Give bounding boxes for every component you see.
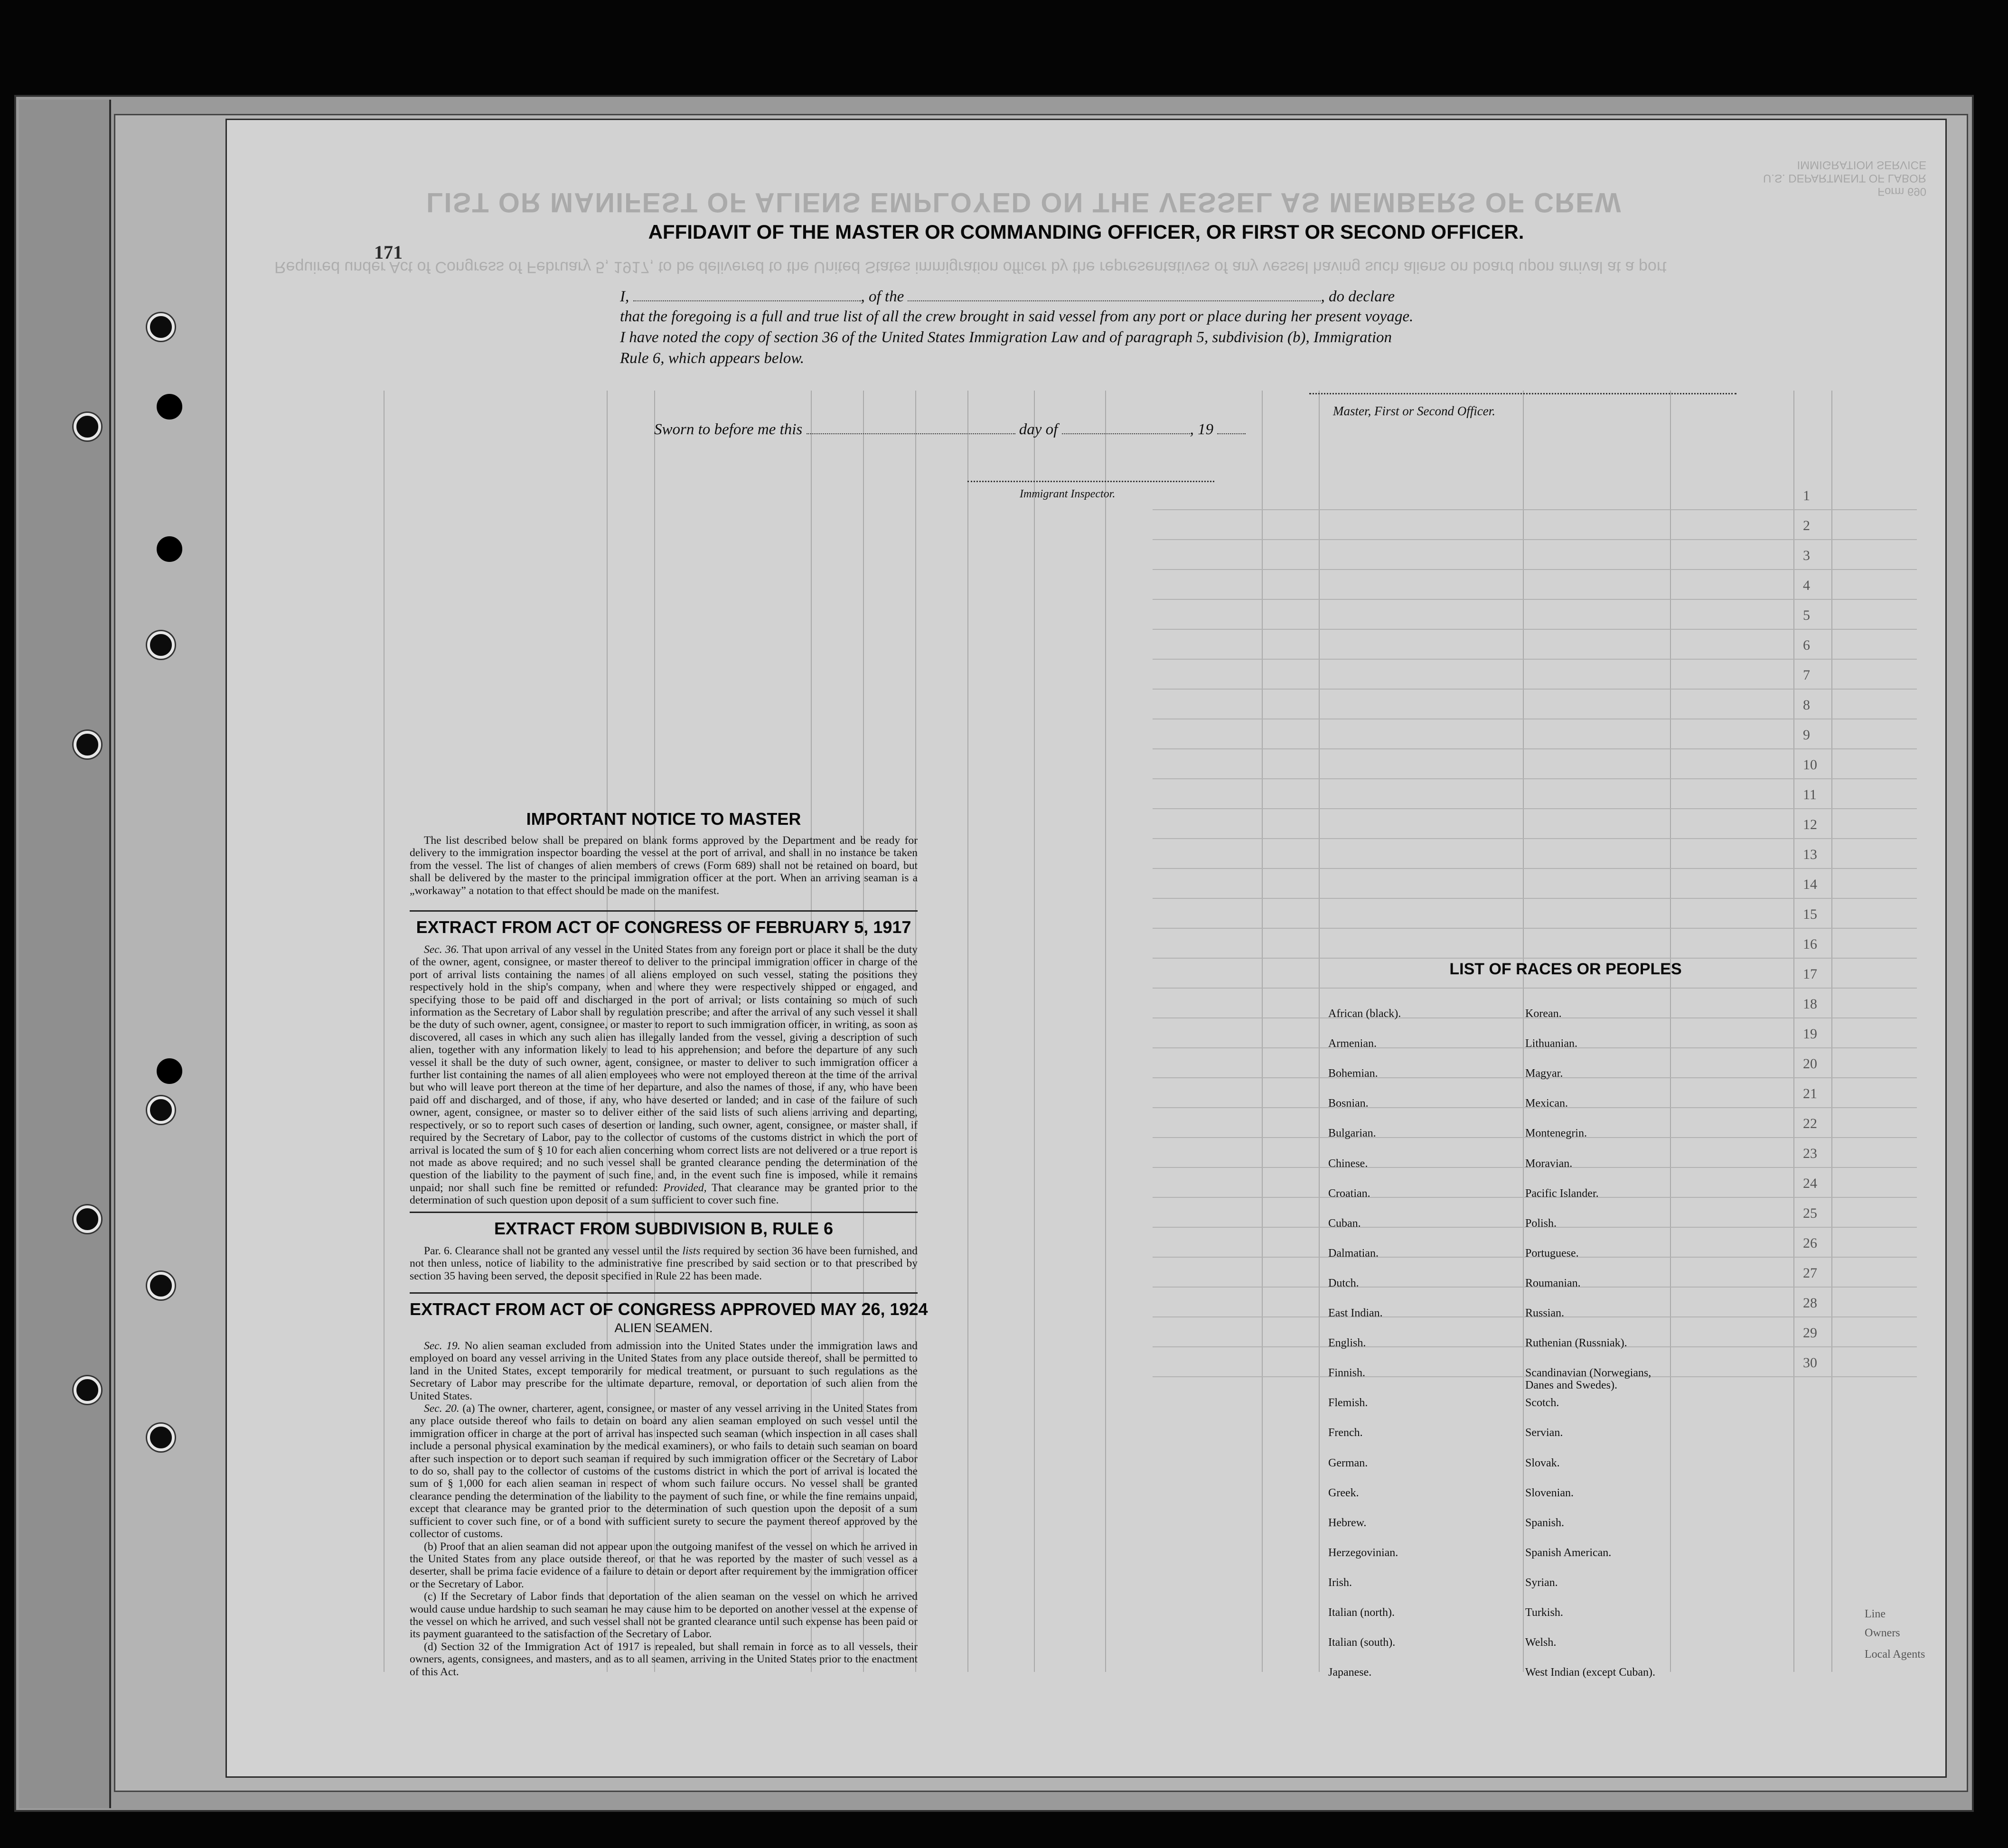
ghost-department-label: Form 690 U.S. DEPARTMENT OF LABOR IMMIGRATION SERVICE xyxy=(1763,159,1926,198)
grid-row-line xyxy=(1153,689,1917,690)
race-item: Mexican. xyxy=(1525,1097,1568,1110)
line-number: 7 xyxy=(1803,667,1810,683)
rule6-text-a: Par. 6. Clearance shall not be granted any vessel until the xyxy=(424,1245,680,1257)
line-number: 13 xyxy=(1803,847,1817,862)
race-item: Syrian. xyxy=(1525,1576,1558,1589)
master-signature-label: Master, First or Second Officer. xyxy=(1333,404,1495,418)
extract-1924-title: EXTRACT FROM ACT OF CONGRESS APPROVED MAY 26, 1924 xyxy=(410,1299,928,1319)
sworn-day-field[interactable] xyxy=(807,420,1015,434)
race-item: Herzegovinian. xyxy=(1328,1546,1398,1559)
inspector-signature-line[interactable] xyxy=(967,481,1214,482)
sec-36-end: That clearance may be granted prior to the determination of such question upon deposit of a sum sufficient to cover such fine. xyxy=(410,1181,918,1207)
race-item: Montenegrin. xyxy=(1525,1127,1587,1140)
line-number: 8 xyxy=(1803,697,1810,713)
grid-row-line xyxy=(1153,868,1917,869)
race-item: German. xyxy=(1328,1456,1368,1469)
race-item: West Indian (except Cuban). xyxy=(1525,1666,1655,1679)
race-item: Spanish American. xyxy=(1525,1546,1612,1559)
affidavit-line-2: that the foregoing is a full and true list of all the crew brought in said vessel from any port or place during her present voyage. xyxy=(620,308,1414,325)
binder-hole-icon xyxy=(74,413,101,440)
grid-line xyxy=(1034,391,1035,1672)
grid-row-line xyxy=(1153,958,1917,959)
line-number: 4 xyxy=(1803,578,1810,593)
line-number: 28 xyxy=(1803,1295,1817,1311)
grid-row-line xyxy=(1153,659,1917,660)
master-name-field[interactable] xyxy=(633,287,861,301)
race-item: Pacific Islander. xyxy=(1525,1187,1599,1200)
race-item: Roumanian. xyxy=(1525,1277,1581,1289)
vessel-name-field[interactable] xyxy=(908,287,1321,301)
extract-1917-title: EXTRACT FROM ACT OF CONGRESS OF FEBRUARY 5, 1917 xyxy=(416,917,911,937)
grid-row-line xyxy=(1153,629,1917,630)
race-item: Welsh. xyxy=(1525,1636,1557,1649)
race-item: Irish. xyxy=(1328,1576,1352,1589)
race-item: Bulgarian. xyxy=(1328,1127,1376,1140)
notice-title: IMPORTANT NOTICE TO MASTER xyxy=(526,809,801,829)
grid-line xyxy=(1523,391,1524,1672)
grid-row-line xyxy=(1153,569,1917,570)
grid-row-line xyxy=(1153,988,1917,989)
line-number: 11 xyxy=(1803,787,1817,803)
section-divider xyxy=(410,910,918,912)
race-item: Ruthenian (Russniak). xyxy=(1525,1337,1627,1350)
grid-row-line xyxy=(1153,509,1917,510)
race-item: Armenian. xyxy=(1328,1037,1377,1050)
race-item: Flemish. xyxy=(1328,1397,1368,1409)
sec-19-label: Sec. 19. xyxy=(424,1340,460,1352)
line-number: 10 xyxy=(1803,757,1817,773)
right-label-line: Line xyxy=(1865,1608,1886,1620)
grid-row-line xyxy=(1153,599,1917,600)
notice-text xyxy=(410,834,918,897)
race-item: Italian (north). xyxy=(1328,1606,1395,1619)
grid-line xyxy=(1670,391,1671,1672)
line-number: 1 xyxy=(1803,488,1810,504)
race-item: Portuguese. xyxy=(1525,1247,1579,1260)
sworn-line xyxy=(654,420,1246,439)
grid-row-line xyxy=(1153,748,1917,749)
grid-row-line xyxy=(1153,539,1917,540)
race-item: Japanese. xyxy=(1328,1666,1372,1679)
line-number: 27 xyxy=(1803,1265,1817,1281)
extract-rule6-title: EXTRACT FROM SUBDIVISION B, RULE 6 xyxy=(494,1219,834,1238)
grid-line xyxy=(967,391,968,1672)
sec-19-text: No alien seaman excluded from admission into the United States under the immigration laws and employed on board any vessel arriving in the United States from any place outside thereof, shall be permitted to land in the United States, except temporarily for medical treatment, or pursuant to such regulations as the Secretary of Labor may prescribe for the ultimate departure, removal, or deportation of such alien from the United States. xyxy=(410,1340,918,1402)
grid-row-line xyxy=(1153,928,1917,929)
line-number: 24 xyxy=(1803,1176,1817,1191)
race-item: Finnish. xyxy=(1328,1367,1366,1380)
grid-row-line xyxy=(1153,808,1917,809)
binder-hole-icon xyxy=(157,394,182,420)
grid-row-line xyxy=(1153,778,1917,779)
binder-hole-icon xyxy=(147,1424,175,1451)
race-item: Dutch. xyxy=(1328,1277,1359,1289)
line-number: 15 xyxy=(1803,906,1817,922)
binder-hole-icon xyxy=(74,1376,101,1404)
extract-1924-text xyxy=(410,1340,918,1678)
notice-paragraph: The list described below shall be prepared on blank forms approved by the Department and be ready for delivery to the immigration inspector boarding the vessel at the port of arrival, and shall in no instance be taken from the vessel. The list of changes of alien members of crews (Form 689) shall not be retained on board, but shall be delivered by the master to the principal immigration officer at the port. When an arriving seaman is a „workaway” a notation to that effect should be made on the manifest. xyxy=(410,834,918,897)
binder-hole-icon xyxy=(157,1058,182,1084)
grid-line xyxy=(1831,391,1832,1672)
binder-hole-icon xyxy=(147,1096,175,1124)
line-number: 22 xyxy=(1803,1116,1817,1131)
race-item: Turkish. xyxy=(1525,1606,1563,1619)
race-item: Moravian. xyxy=(1525,1157,1573,1170)
race-item: Servian. xyxy=(1525,1427,1563,1439)
binder-hole-icon xyxy=(147,1272,175,1299)
affidavit-of-label: , of the xyxy=(861,288,904,305)
section-divider xyxy=(410,1292,918,1294)
master-signature-line[interactable] xyxy=(1309,393,1736,394)
sec-20c-text: (c) If the Secretary of Labor finds that deportation of the alien seaman on the vessel on which he arrived would cause undue hardship to such seaman he may cause him to be deported on another vessel at the expense of the vessel on which he arrived, and such vessel shall not be granted clearance until such expense has been paid or its payment guaranteed to the satisfaction of the Secretary of Labor. xyxy=(410,1590,918,1641)
line-number: 12 xyxy=(1803,817,1817,832)
race-item: French. xyxy=(1328,1427,1363,1439)
sec-20-label: Sec. 20. xyxy=(424,1402,460,1415)
race-item: Scotch. xyxy=(1525,1397,1559,1409)
races-title: LIST OF RACES OR PEOPLES xyxy=(1449,960,1682,978)
grid-line xyxy=(1793,391,1794,1672)
line-number: 18 xyxy=(1803,996,1817,1012)
grid-line xyxy=(1105,391,1106,1672)
sec-20a-text: (a) The owner, charterer, agent, consignee, or master of any vessel arriving in the United States from any place outside thereof who fails to detain on board any alien seaman employed on such vessel until the immigration officer in charge at the port of arrival has inspected such seaman (which inspection in all cases shall include a personal physical examination by the medical examiners), or who fails to detain such seaman on board after such inspection or to deport such seaman if required by such immigration officer or the Secretary of Labor to do so, shall pay to the collector of customs of the customs district in which the port of arrival is located the sum of § 1,000 for each alien seaman in respect of whom such failure occurs. No vessel shall be granted clearance pending the determination of the liability to the payment of such fine, or while the fine remains unpaid, except that clearance may be granted prior to the determination of such question upon the deposit of a sum sufficient to cover such fine, or of a bond with sufficient surety to secure the payment thereof approved by the collector of customs. xyxy=(410,1402,918,1540)
grid-line xyxy=(1319,391,1320,1672)
extract-1917-text xyxy=(410,943,918,1207)
race-item: Croatian. xyxy=(1328,1187,1370,1200)
year-label: , 19 xyxy=(1190,421,1214,438)
line-number: 17 xyxy=(1803,966,1817,982)
ghost-required-line: Required under Act of Congress of February 5, 1917, to be delivered to the United States immigration officer by the representatives of any vessel having such aliens on board upon arrival at a port xyxy=(274,258,1667,276)
handwritten-number: 171 xyxy=(374,242,403,263)
race-item: Korean. xyxy=(1525,1008,1562,1020)
affidavit-line-3: I have noted the copy of section 36 of the United States Immigration Law and of paragraph 5, subdivision (b), Immigration xyxy=(620,329,1392,346)
binder-hole-icon xyxy=(157,536,182,562)
grid-row-line xyxy=(1153,838,1917,839)
sec-20b-text: (b) Proof that an alien seaman did not appear upon the outgoing manifest of the vessel on which he arrived in the United States from any place outside thereof, or that he was reported by the master of such vessel as a deserter, shall be prima facie evidence of a failure to detain or deport after requirement by the immigration officer or the Secretary of Labor. xyxy=(410,1540,918,1590)
lists-word: lists xyxy=(682,1245,701,1257)
provided-word: Provided, xyxy=(663,1181,707,1194)
sec-20d-text: (d) Section 32 of the Immigration Act of 1917 is repealed, but shall remain in force as to all vessels, their owners, agents, consignees, and masters, and as to all seamen, arriving in the United States prior to the enactment of this Act. xyxy=(410,1640,918,1678)
line-number: 3 xyxy=(1803,548,1810,563)
grid-line xyxy=(1262,391,1263,1672)
affidavit-title: AFFIDAVIT OF THE MASTER OR COMMANDING OFFICER, OR FIRST OR SECOND OFFICER. xyxy=(648,221,1524,243)
line-number: 26 xyxy=(1803,1235,1817,1251)
grid-line xyxy=(384,391,385,1672)
left-binding-strip xyxy=(19,100,111,1808)
line-number: 23 xyxy=(1803,1146,1817,1161)
race-item: Lithuanian. xyxy=(1525,1037,1577,1050)
sec-36-text: That upon arrival of any vessel in the United States from any foreign port or place it shall be the duty of the owner, agent, consignee, or master thereof to deliver to the principal immigration officer in charge of the port of arrival lists containing the names of all aliens employed on such vessel, stating the positions they respectively hold in the ship's company, when and where they were respectively shipped or engaged, and specifying those to be paid off and discharged in the port of arrival; or lists containing so much of such information as the Secretary of Labor shall by regulation prescribe; and after the arrival of any such vessel it shall be the duty of such owner, agent, consignee, or master to report to such immigration officer, in writing, as soon as discovered, all cases in which any such alien has illegally landed from the vessel, giving a description of such alien, together with any information likely to lead to his apprehension; and before the departure of any such vessel it shall be the duty of such owner, agent, consignee, or master to deliver to such immigration officer a further list containing the names of all alien employees who were not employed thereon at the time of the arrival but who will leave port thereon at the time of her departure, and also the names of those, if any, who have been paid off and discharged, and of those, if any, who have deserted or landed; and in case of the failure of such owner, agent, consignee, or master so to deliver either of the said lists of such aliens arriving and departing, respectively, or so to report such cases of desertion or landing, such owner, agent, consignee, or master shall, if required by the Secretary of Labor, pay to the collector of customs of the customs district in which the port of arrival is located the sum of § 10 for each alien concerning whom correct lists are not delivered or a true report is not made as above required; and no such vessel shall be granted clearance pending the determination of the question of the liability to the payment of such fine, and, in the event such fine is imposed, while it remains unpaid; nor shall such fine be remitted or refunded: xyxy=(410,943,918,1194)
race-item: Italian (south). xyxy=(1328,1636,1396,1649)
sworn-month-field[interactable] xyxy=(1062,420,1190,434)
affidavit-i-label: I, xyxy=(620,288,629,305)
race-item: English. xyxy=(1328,1337,1366,1350)
sworn-label: Sworn to before me this xyxy=(654,421,803,438)
grid-row-line xyxy=(1153,898,1917,899)
binder-hole-icon xyxy=(147,313,175,341)
race-item: Bosnian. xyxy=(1328,1097,1369,1110)
line-number: 20 xyxy=(1803,1056,1817,1072)
race-item: Greek. xyxy=(1328,1486,1359,1499)
line-number: 25 xyxy=(1803,1205,1817,1221)
sec-36-label: Sec. 36. xyxy=(424,943,460,956)
affidavit-line-4: Rule 6, which appears below. xyxy=(620,350,805,367)
line-number: 5 xyxy=(1803,607,1810,623)
line-number: 29 xyxy=(1803,1325,1817,1341)
race-item: Chinese. xyxy=(1328,1157,1368,1170)
section-divider xyxy=(410,1212,918,1213)
race-item: Scandinavian (Norwegians, Danes and Swedes). xyxy=(1525,1367,1651,1392)
line-number: 9 xyxy=(1803,727,1810,743)
line-number: 14 xyxy=(1803,877,1817,892)
extract-rule6-text xyxy=(410,1245,918,1282)
race-item: Magyar. xyxy=(1525,1067,1563,1080)
line-number: 6 xyxy=(1803,637,1810,653)
line-number: 30 xyxy=(1803,1355,1817,1371)
right-label-owners: Owners xyxy=(1865,1627,1900,1639)
day-of-label: day of xyxy=(1019,421,1058,438)
race-item: Dalmatian. xyxy=(1328,1247,1379,1260)
race-item: Spanish. xyxy=(1525,1516,1565,1529)
affidavit-declare-label: , do declare xyxy=(1321,288,1395,305)
right-label-local-agents: Local Agents xyxy=(1865,1648,1925,1661)
affidavit-line-1 xyxy=(620,287,1395,306)
line-number: 21 xyxy=(1803,1086,1817,1101)
race-item: Slovak. xyxy=(1525,1456,1560,1469)
race-item: African (black). xyxy=(1328,1008,1401,1020)
ghost-manifest-title: LIST OR MANIFEST OF ALIENS EMPLOYED ON THE VESSEL AS MEMBERS OF CREW xyxy=(426,187,1622,218)
rule6-text-b: required by section 36 have been furnished, and not then unless, notice of liability to the administrative fine prescribed by said section or to that prescribed by section 35 having been served, the deposit specified in Rule 22 has been made. xyxy=(410,1245,918,1282)
sworn-year-field[interactable] xyxy=(1217,420,1246,434)
race-item: East Indian. xyxy=(1328,1307,1383,1319)
binder-hole-icon xyxy=(147,631,175,659)
race-item: Polish. xyxy=(1525,1217,1557,1230)
race-item: Slovenian. xyxy=(1525,1486,1574,1499)
line-number: 19 xyxy=(1803,1026,1817,1042)
binder-hole-icon xyxy=(74,731,101,758)
race-item: Russian. xyxy=(1525,1307,1565,1319)
race-item: Bohemian. xyxy=(1328,1067,1378,1080)
binder-hole-icon xyxy=(74,1205,101,1233)
inspector-signature-label: Immigrant Inspector. xyxy=(1020,488,1116,500)
race-item: Hebrew. xyxy=(1328,1516,1367,1529)
manifest-page xyxy=(225,119,1947,1778)
line-number: 16 xyxy=(1803,936,1817,952)
extract-1924-subtitle: ALIEN SEAMEN. xyxy=(614,1321,713,1335)
line-number: 2 xyxy=(1803,518,1810,533)
race-item: Cuban. xyxy=(1328,1217,1361,1230)
